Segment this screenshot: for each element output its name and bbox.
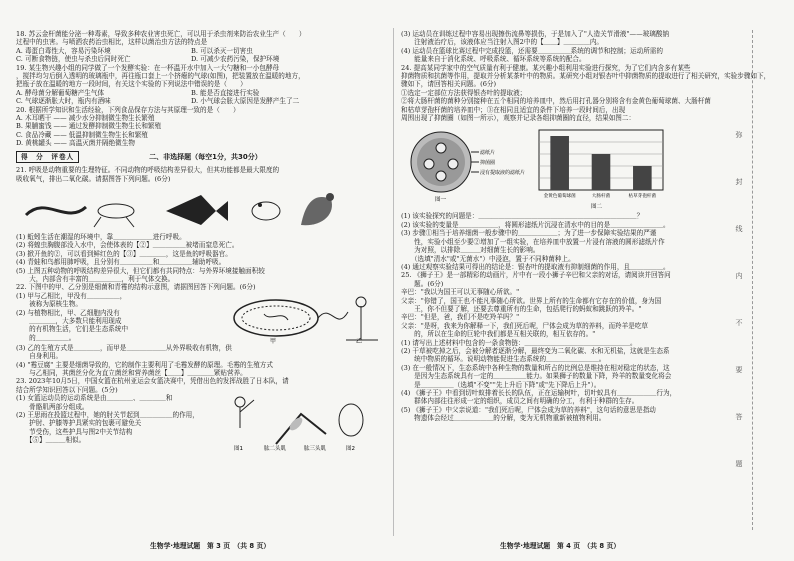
q24-part3: (3) 步骤①相当于培养细菌一般步骤中的＿＿＿＿＿＿；为了进一步保障实验结果的严谨 xyxy=(401,229,657,238)
chart-bar-1 xyxy=(592,154,611,190)
legend-inhibition-zone: 抑菌圈 xyxy=(480,160,496,167)
bacterium-cell-icon xyxy=(234,300,318,336)
q22-part3: (3) 乙的生殖方式是＿＿＿＿，而甲是＿＿＿＿＿＿从外界吸收有机物，供 xyxy=(16,343,232,352)
q21-animals-figure xyxy=(16,185,346,231)
footer-page-3: 生物学·地理试题 第 3 页 （共 8 页） xyxy=(150,542,271,550)
q25-dialog4: 辛巴："但是，爸，我们不是吃羚羊吗？" xyxy=(401,313,520,322)
q18-stem: 18. 苏云金杆菌能分泌一种毒素，导致多种农业害虫死亡，可以用于杀虫剂来防治农业生产（ ） xyxy=(16,30,306,38)
q18-option-d: D. 可减少农药污染，保护环境 xyxy=(191,55,280,64)
q19-stem3: 把瓶子放在温暖的地方一段时间，有关这个实验的下列说法中错误的是（ ） xyxy=(16,80,247,89)
q22-stem: 22. 下图中的甲、乙分别是细菌和青霉的结构示意图，请据图回答下列问题。(6分) xyxy=(16,283,256,292)
q23-part1b: 骨骼肌两部分组成。 xyxy=(16,402,89,411)
inhibition-bar-chart xyxy=(521,124,671,210)
q22-part1: (1) 甲与乙相比，甲没有＿＿＿＿＿， xyxy=(16,291,127,300)
q19-option-a: A. 酵母菌分解葡萄糖产生气体 xyxy=(16,88,105,97)
chart-bars xyxy=(550,136,651,190)
pigeon-icon xyxy=(301,197,332,225)
q22-part2b: ＿＿＿＿，大多数只能利用现成 xyxy=(16,316,122,325)
q25-part3: (3) 在一般情况下，生态系统中各种生物的数量和所占的比例总是维持在相对稳定的状态，这 xyxy=(401,363,670,372)
fig2-label: 图2 xyxy=(346,446,355,453)
q21-part5: (5) 上图五种动物的呼吸结构差异很大，但它们都有共同特点：与外界环境接触面积较 xyxy=(16,266,265,275)
legend-extract-paper: 浸有提取液的滤纸片 xyxy=(480,170,526,177)
seal-char-4: 不 xyxy=(735,319,743,327)
q23-part3b: 注射液治疗后，该液体应当注射入图2中的【＿＿】＿＿＿＿内。 xyxy=(401,38,604,47)
q22-part2: (2) 与植物相比，甲、乙细胞内没有 xyxy=(16,308,120,317)
q22-part1b: 被称为原核生物。 xyxy=(16,300,82,309)
left-column xyxy=(16,30,386,452)
q24-stem3: 骤如下，请回答相关问题。(6分) xyxy=(401,80,497,89)
q22-part2c: 的有机物生活，它们是生态系统中 xyxy=(16,325,129,334)
q19-stem: 19. 某生物兴趣小组的同学做了一个发酵实验：在一杯温开水中加入一大勺糖和一小包酵母 xyxy=(16,63,280,72)
seal-char-6: 答 xyxy=(735,413,743,421)
q22-part4b: 与乙相同，其菌丝分化为直立菌丝和营养菌丝【＿＿】＿＿＿＿紧贴营养。 xyxy=(16,368,247,377)
q23-part2d: 【⑤】＿＿＿相似。 xyxy=(16,436,86,445)
frog-icon xyxy=(252,202,280,220)
q24-stem: 24. 提高某同学家中的空气质量有利于健康。某兴趣小组利用实验进行探究，为了它们内含多有某些 xyxy=(401,63,691,72)
q22-bacteria-mold-figure xyxy=(206,292,381,344)
q20-option-b: B. 果脯蜜饯 —— 通过发酵抑制微生物生长和繁殖 xyxy=(16,122,162,131)
footer-page-4: 生物学·地理试题 第 4 页 （共 8 页） xyxy=(500,542,621,550)
seal-instruction xyxy=(728,130,750,506)
chart-bar-0 xyxy=(550,136,569,190)
q22-part4: (4) "霉豆腐" 主要是细菌导致的，它的制作主要利用了毛霉发酵的原理。毛霉的生殖方式 xyxy=(16,360,273,369)
q24-step1: ①选定一定部位方法获得银杏叶的提取液； xyxy=(401,88,527,97)
chart-x-label-0: 金黄色葡萄球菌 xyxy=(543,194,576,200)
seal-char-7: 题 xyxy=(735,460,743,468)
q24-step3: 和枯草芽孢杆菌的培养皿中；③在相同且适宜的条件下培养一段时间后，出现 xyxy=(401,105,626,114)
right-column xyxy=(401,30,771,423)
fig-label-jia: 甲 xyxy=(270,337,277,345)
q20-option-d: D. 黄桃罐头 —— 高温灭菌并隔绝微生物 xyxy=(16,139,135,148)
chart-bar-2 xyxy=(633,166,652,190)
earthworm-icon xyxy=(26,207,86,215)
q25-part1: (1) 请写出上述材料中包含的一条食物链：＿＿＿＿＿＿＿＿＿＿＿＿＿＿＿＿。 xyxy=(401,338,637,347)
seal-char-3: 内 xyxy=(735,272,743,280)
q18-option-b: B. 可以杀灭一切害虫 xyxy=(191,46,253,55)
seal-line xyxy=(752,30,753,530)
fig-label-yi: 乙 xyxy=(356,337,363,345)
q23-part1: (1) 女篮运动员的运动系统是由＿＿＿＿、＿＿＿＿和 xyxy=(16,394,173,403)
q24-part2: (2) 该实验的变量是＿＿＿＿＿＿，将圆形滤纸片沉浸在清水中的目的是＿＿＿＿＿＿＿＿。 xyxy=(401,220,670,229)
q24-part4: (4) 通过观察实验结果可得出的结论是：银杏叶的提取液有抑制细菌的作用，且＿＿＿＿＿。 xyxy=(401,262,670,271)
q19-option-b: B. 能是否直接进行实验 xyxy=(191,88,260,97)
seal-char-0: 弥 xyxy=(735,131,743,139)
q25-dialog2: 父亲："你错了，国王也不能凡事随心所欲。世界上所有的生命都有它存在的价值，身为国 xyxy=(401,296,662,305)
q25-part5: (5) 《狮子王》中父亲说道："我们死后呢，尸体会成为草的养料"，这句话的意思是指动 xyxy=(401,405,656,414)
fig1-label: 图1 xyxy=(234,446,243,453)
q22-part2d: 的＿＿＿＿＿。 xyxy=(16,333,76,342)
section-title: 二、非选择题（每空1分，共30分） xyxy=(149,152,262,161)
q18-option-a: A. 毒蛋白毒性大，容易污染环境 xyxy=(16,46,111,55)
q19-stem2: ，搅拌均匀后倒入透明的玻璃瓶中，再往瓶口套上一个挤瘪的气球(如图)，把装置放在温暖的地方， xyxy=(16,72,305,81)
q25-dialog6: 的，所以在生命的巨轮中我们都是互相关联的，相互依存的。" xyxy=(401,330,596,339)
q23-part2: (2) 王思雨在投篮过程中，她的肘关节起到＿＿＿＿＿的作用， xyxy=(16,411,199,419)
chart-x-labels xyxy=(544,192,657,199)
q23-part4: (4) 运动员在篮球比赛过程中完成投篮，还需要＿＿＿＿＿系统的调节和控制；运动所需的 xyxy=(401,46,663,55)
figure2-label: 图二 xyxy=(591,204,603,211)
q21-part4: (4) 青蛙和鸟都用肺呼吸，且分别有＿＿＿＿＿和＿＿＿＿＿辅助呼吸。 xyxy=(16,258,226,267)
q21-part1: (1) 蚯蚓生活在潮湿的环境中，靠＿＿＿＿＿＿进行呼吸。 xyxy=(16,232,186,241)
q24-part1: (1) 该实验探究的问题是：＿＿＿＿＿＿＿＿＿＿＿＿＿＿＿＿＿＿＿＿＿＿＿＿？ xyxy=(401,212,644,221)
q21-part5b: 大，内部含有丰富的＿＿＿＿＿，利于气体交换。 xyxy=(16,274,175,283)
q23-part2b: 护肘、护膝等护具紧实的包裹可避免关 xyxy=(16,419,142,428)
q25-part2: (2) 干草被吃掉之后，会被分解者逐渐分解，最终变为二氧化碳、水和无机盐，这就是生态系 xyxy=(401,346,670,355)
seal-char-1: 封 xyxy=(735,178,743,186)
player-head-icon xyxy=(235,397,245,407)
q24-step2: ②将大肠杆菌的菌种分别接种在五个相同的培养皿中，然后用打孔器分别将含有金黄色葡萄球菌、大肠杆菌 xyxy=(401,97,711,106)
seal-char-2: 线 xyxy=(735,225,743,233)
q24-part3b: 性，实验小组至少要②增加了一组实验，在培养皿中放置一片浸有溶液的圆形滤纸片作 xyxy=(401,237,665,246)
fig-label-triceps: 肱三头肌 xyxy=(304,446,327,453)
q25-part3c: 是＿＿＿＿＿（选填"不变""先上升后下降"或"先下降后上升"）。 xyxy=(401,380,601,389)
q24-step4: 周围出现了抑菌圈（如图一所示），观察并记录各组抑菌圈的直径，结果如图二： xyxy=(401,114,636,123)
q21-part2: (2) 将蝗虫胸腹部没入水中，会使体表的【②】＿＿＿＿＿被堵而窒息死亡。 xyxy=(16,241,239,250)
q25-stem: 25. 《狮子王》是一部精彩的动画片，片中有一段小狮子辛巴和父亲的对话，请阅读并回答问 xyxy=(401,271,671,280)
joint-icon xyxy=(339,404,363,436)
q20-stem: 20. 根据所学知识和生活经验，下列食品保存方法与其原理一致的是（ ） xyxy=(16,105,240,114)
q25-part2b: 统中物质的循环。说明动物能促进生态系统的＿＿＿＿＿＿＿＿。 xyxy=(401,355,606,364)
q18-stem2: 过程中的虫害。与喷洒农药治虫相比，这样以菌治虫方法的特点是 xyxy=(16,38,208,47)
q25-part4b: 群体内部往往形成一定的组织，成员之间有明确的分工，有利于种群的生存。 xyxy=(401,397,639,406)
q22-part3b: 自身利用。 xyxy=(16,352,63,361)
q23-part2c: 节受伤，这些护具与图2中关节结构 xyxy=(16,427,133,436)
q24-part3d: （选填"清水"或"无菌水"）中浸泡，置于不同种菌种上。 xyxy=(401,254,575,263)
q23-stem2: 结合所学知识回答以下问题。(5分) xyxy=(16,385,118,394)
legend-filter-paper: 滤纸片 xyxy=(480,150,496,157)
q23-stem: 23. 2023年10月5日，中国女篮在杭州亚运会女篮决赛中，凭借出色的发挥战胜了日本队，请 xyxy=(16,377,289,386)
fig-label-biceps: 肱二头肌 xyxy=(264,446,287,453)
q25-part3b: 是因为生态系统具有一定的＿＿＿＿＿能力。如果狮子的数量下降，羚羊的数量变化将会 xyxy=(401,372,672,381)
figure1-label: 图一 xyxy=(435,197,447,204)
q18-option-c: C. 可断食物链，使虫与杀虫后同时死亡 xyxy=(16,55,131,64)
q25-part4: (4) 《狮子王》中看到切叶蚁排着长长的队伍，正在运输树叶，切叶蚁具有＿＿＿＿＿＿行为， xyxy=(401,389,677,397)
q20-option-c: C. 食品冷藏 —— 低温抑制微生物生长和繁殖 xyxy=(16,130,148,139)
fish-icon xyxy=(166,195,228,225)
q21-stem2: 吸收氧气，排出二氧化碳。请据图答下列问题。(6分) xyxy=(16,174,171,183)
q24-stem2: 抑菌物质和抗菌等作用，提取并分析某茶叶中的物质。某研究小组对银杏叶中抑菌物质的提取进行了相关研究，实验步骤如下， xyxy=(401,72,771,81)
q25-dialog5: 父亲："是呀，我来为你解释一下，我们死后呢，尸体会成为草的养料，而羚羊是吃草 xyxy=(401,321,648,330)
chart-x-label-1: 大肠杆菌 xyxy=(591,194,611,200)
q25-dialog1: 辛巴："我以为国王可以无事随心所欲。" xyxy=(401,288,520,297)
seal-char-5: 要 xyxy=(735,366,743,374)
q24-part3c: 为对照，以排除＿＿＿对细菌生长的影响。 xyxy=(401,246,540,255)
q25-dialog3: 王，你不但要了解，还要去尊重所有的生命，包括爬行的蚂蚁和跳跃的羚羊。" xyxy=(401,304,642,313)
locust-icon xyxy=(98,204,134,218)
q19-option-c: C. 气球逐渐胀大时，瓶内有酒味 xyxy=(16,97,111,106)
q21-stem: 21. 呼吸是动物重要的生理特征。不同动物的呼吸结构差异很大，但其功能都是最大限度的 xyxy=(16,166,280,175)
column-divider xyxy=(393,28,394,536)
chart-x-label-2: 枯草芽孢杆菌 xyxy=(628,194,657,200)
score-box: 得 分 评卷人 xyxy=(16,151,79,163)
q21-part3: (3) 掀开鱼的②，可以看到鲜红色的【③】＿＿＿＿，这是鱼的呼吸器官。 xyxy=(16,249,232,258)
q25-stem2: 题。(6分) xyxy=(401,279,444,288)
q23-part3: (3) 运动员在训练过程中容易出现擦伤流鼻等损伤，于是加入了"人造关节滑液"——玻璃酸钠 xyxy=(401,30,670,38)
q19-option-d: D. 小气球会胀大原因是发酵产生了二 xyxy=(191,97,300,106)
q24-petri-dish-figure xyxy=(401,124,526,204)
q23-part4b: 能量来自于消化系统、呼吸系统、循环系统等系统的配合。 xyxy=(401,55,586,64)
q25-part5b: 物遗体会经过＿＿＿＿＿＿的分解，变为无机物重新被植物利用。 xyxy=(401,414,606,423)
q23-arm-joint-figure xyxy=(216,394,376,452)
q20-option-a: A. 木耳晒干 —— 减少水分抑制微生物生长繁殖 xyxy=(16,114,155,123)
